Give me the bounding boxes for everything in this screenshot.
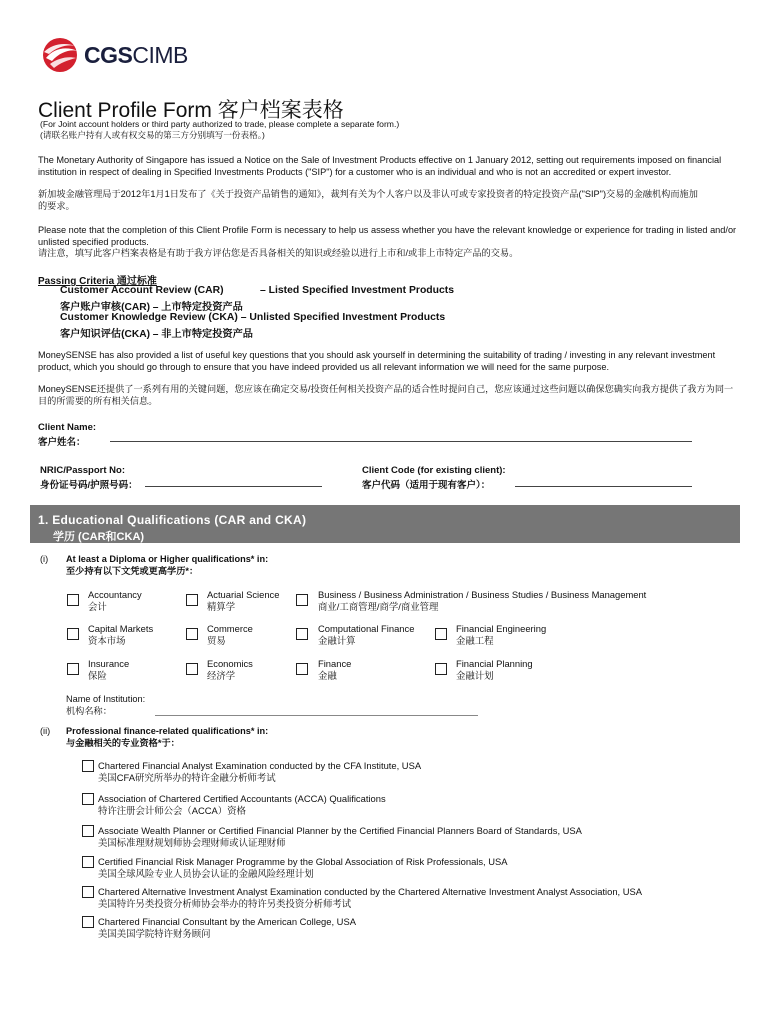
qual-caia: Chartered Alternative Investment Analyst Examination conducted by the Chartered Alternative Investment Analyst Association, USA 美国特许另类投资分析师协会举办的特许另类投资分析师考试 <box>98 886 643 909</box>
section-1-header <box>30 505 740 543</box>
mas-notice-cn: 新加坡金融管理局于2012年1月1日发布了《关于投资产品销售的通知》，裁判有关为个人客户以及非认可或专家投资者的特定投资产品("SIP")交易的金融机构而施加的要求。 <box>38 189 698 211</box>
nric-label-cn: 身份证号码/护照号码： <box>40 480 138 491</box>
checkbox-cfa[interactable] <box>82 760 94 772</box>
question-1-en: At least a Diploma or Higher qualifications* in: <box>66 554 269 564</box>
question-2-number: (ii) <box>40 726 51 736</box>
client-code-label-en: Client Code (for existing client): <box>362 465 506 476</box>
passing-criteria-heading: Passing Criteria 通过标准 <box>38 276 157 287</box>
section-1-title-cn: 学历 (CAR和CKA) <box>53 531 145 543</box>
car-label: Customer Account Review (CAR) <box>60 285 224 296</box>
question-1-cn: 至少持有以下文凭或更高学历*： <box>66 566 199 576</box>
client-name-field[interactable] <box>110 441 692 442</box>
checkbox-acca[interactable] <box>82 793 94 805</box>
checkbox-capital-markets[interactable] <box>67 628 79 640</box>
qual-acca: Association of Chartered Certified Accountants (ACCA) Qualifications 特许注册会计师公会（ACCA）资格 <box>98 793 386 816</box>
option-business: Business / Business Administration / Business Studies / Business Management 商业/工商管理/商学/商业管理 <box>318 589 647 612</box>
checkbox-computational-finance[interactable] <box>296 628 308 640</box>
car-description: – Listed Specified Investment Products <box>260 285 455 296</box>
option-computational-finance: Computational Finance 金融计算 <box>318 623 415 646</box>
checkbox-frm[interactable] <box>82 856 94 868</box>
client-code-field[interactable] <box>515 486 692 487</box>
cgs-cimb-logo-mark-icon <box>40 34 82 76</box>
checkbox-financial-engineering[interactable] <box>435 628 447 640</box>
checkbox-chfc[interactable] <box>82 916 94 928</box>
form-purpose-en: Please note that the completion of this Client Profile Form is necessary to help us assess whether you have the relevant knowledge or experience for trading in listed and/or unlisted specified products. <box>38 225 737 247</box>
institution-field[interactable] <box>155 715 478 716</box>
page-title: Client Profile Form 客户档案表格 <box>38 99 344 122</box>
qual-cfp: Associate Wealth Planner or Certified Financial Planner by the Certified Financial Planners Board of Standards, USA 美国标准理财规划师协会理财师或认证理财师 <box>98 825 582 848</box>
option-insurance: Insurance 保险 <box>88 658 130 681</box>
option-economics: Economics 经济学 <box>207 658 253 681</box>
qual-cfa: Chartered Financial Analyst Examination conducted by the CFA Institute, USA 美国CFA研究所举办的特许金融分析师考试 <box>98 760 422 783</box>
checkbox-financial-planning[interactable] <box>435 663 447 675</box>
client-name-label-en: Client Name: <box>38 422 97 433</box>
checkbox-commerce[interactable] <box>186 628 198 640</box>
joint-note-en: (For Joint account holders or third party authorized to trade, please complete a separate form.) <box>40 119 400 129</box>
checkbox-accountancy[interactable] <box>67 594 79 606</box>
section-1-title-en: 1. Educational Qualifications (CAR and CKA) <box>38 513 307 527</box>
cgs-cimb-logo <box>40 34 240 74</box>
institution-label-cn: 机构名称： <box>66 706 112 716</box>
form-purpose-cn: 请注意，填写此客户档案表格是有助于我方评估您是否具备相关的知识或经验以进行上市和/或非上市特定产品的交易。 <box>38 248 519 258</box>
option-financial-planning: Financial Planning 金融计划 <box>456 658 533 681</box>
option-commerce: Commerce 贸易 <box>207 623 253 646</box>
option-capital-markets: Capital Markets 资本市场 <box>88 623 154 646</box>
question-1-number: (i) <box>40 554 49 564</box>
car-cn: 客户账户审核(CAR) – 上市特定投资产品 <box>60 302 243 313</box>
question-2-cn: 与金融相关的专业资格*于： <box>66 738 180 748</box>
moneysense-en: MoneySENSE has also provided a list of useful key questions that you should ask yourself in determining the suitability of trading / investing in any relevant investment product, which you should go through to ensure that you have indeed provided us all relevant information we will need for the same purpose. <box>38 350 716 372</box>
moneysense-cn: MoneySENSE还提供了一系列有用的关键问题，您应该在确定交易/投资任何相关投资产品的适合性时提问自己，您应该通过这些问题以确保您确实向我方提供了我方为同一目的所需要的所有相关信息。 <box>38 384 734 406</box>
checkbox-cfp[interactable] <box>82 825 94 837</box>
option-accountancy: Accountancy 会计 <box>88 589 142 612</box>
checkbox-actuarial-science[interactable] <box>186 594 198 606</box>
cka-label: Customer Knowledge Review (CKA) – Unlisted Specified Investment Products <box>60 312 446 323</box>
checkbox-caia[interactable] <box>82 886 94 898</box>
checkbox-finance[interactable] <box>296 663 308 675</box>
institution-label-en: Name of Institution: <box>66 694 146 704</box>
option-financial-engineering: Financial Engineering 金融工程 <box>456 623 547 646</box>
cka-cn: 客户知识评估(CKA) – 非上市特定投资产品 <box>60 329 253 340</box>
qual-chfc: Chartered Financial Consultant by the American College, USA 美国美国学院特许财务顾问 <box>98 916 356 939</box>
option-actuarial-science: Actuarial Science 精算学 <box>207 589 280 612</box>
option-finance: Finance 金融 <box>318 658 352 681</box>
mas-notice-en: The Monetary Authority of Singapore has issued a Notice on the Sale of Investment Products effective on 1 January 2012, setting out requirements imposed on financial institution in respect of dealing in Specified Investments Products ("SIP") for a customer who is an individual and who is not an accredited or expert investor. <box>38 155 722 177</box>
client-code-label-cn: 客户代码（适用于现有客户）： <box>362 480 491 491</box>
nric-field[interactable] <box>145 486 322 487</box>
client-name-label-cn: 客户姓名： <box>38 437 86 448</box>
nric-label-en: NRIC/Passport No: <box>40 465 125 476</box>
question-2-en: Professional finance-related qualifications* in: <box>66 726 269 736</box>
checkbox-business[interactable] <box>296 594 308 606</box>
joint-note-cn: (请联名账户持有人或有权交易的第三方分别填写一份表格。) <box>40 130 265 140</box>
checkbox-economics[interactable] <box>186 663 198 675</box>
qual-frm: Certified Financial Risk Manager Programme by the Global Association of Risk Professionals, USA 美国全球风险专业人员协会认证的金融风险经理计划 <box>98 856 508 879</box>
checkbox-insurance[interactable] <box>67 663 79 675</box>
logo-text: CGSCIMB <box>84 42 188 68</box>
